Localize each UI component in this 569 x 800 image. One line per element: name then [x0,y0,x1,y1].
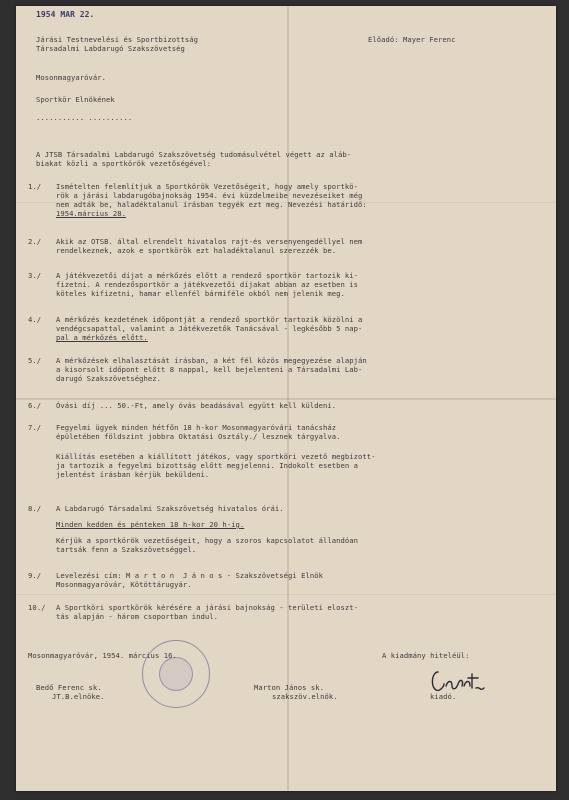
item-number: 1./ [28,182,42,191]
item-line: pal a mérkőzés előtt. [56,333,148,342]
item-number: 5./ [28,356,42,365]
intro-line-1: A JTSB Társadalmi Labdarugó Szakszövetség tudomásulvétel végett az aláb- [36,150,352,159]
item-line: nem adták be, haladéktalanul írásban tegyék ezt meg. Nevezési határidő: [56,200,367,209]
item-number: 8./ [28,504,42,513]
signer-1-title: JT.B.elnöke. [52,692,105,701]
org-line-1: Járási Testnevelési és Sportbizottság [36,35,198,44]
org-line-2: Társadalmi Labdarugó Szakszövetség [36,44,185,53]
item-line: rök a járási labdarugóbajnokság 1954. évi küzdelmeibe nevezéseiket még [56,191,363,200]
item-line: Akik az OTSB. által elrendelt hivatalos rajt-és versenyengedéllyel nem [56,237,363,246]
item-line: ja tartozik a fegyelmi bizottság előtt megjelenni. Indokolt esetben a [56,461,359,470]
item-number: 3./ [28,271,42,280]
item-line: tartsák fenn a Szakszövetséggel. [56,545,197,554]
city: Mosonmagyaróvár. [36,73,107,82]
certified-label: A kiadmány hiteléül: [382,651,470,660]
item-line: a kisorsolt időpont előtt 8 nappal, kell bejelenteni a Társadalmi Lab- [56,365,363,374]
item-line: Óvási díj ... 50.-Ft, amely óvás beadásával együtt kell küldeni. [56,401,337,410]
signer-2-title: szakszöv.elnök. [272,692,338,701]
fold-line-lower [16,594,556,595]
item-line: köteles kifizetni, hamar ellenfél bármiféle okból nem jelenik meg. [56,289,345,298]
item-line: Minden kedden és pénteken 18 h-kor 20 h-ig. [56,520,245,529]
signer-3-title: kiadó. [430,692,457,701]
item-line: A Sportköri sportkörök kérésére a járási bajnokság - területi eloszt- [56,603,359,612]
item-line: fizetni. A rendezősportkör a játékvezetői díjakat abban az esetben is [56,280,359,289]
item-line: Kérjük a sportkörök vezetőségeit, hogy a szoros kapcsolatot állandóan [56,536,359,545]
item-line: A mérkőzések elhalasztását írásban, a két fél közös megegyezése alapján [56,356,367,365]
item-line: épületében földszint jobbra Oktatási Osztály./ lesznek tárgyalva. [56,432,341,441]
item-line: A Labdarugó Társadalmi Szakszövetség hivatalos órái. [56,504,284,513]
item-line: jelentést írásban kérjük beküldeni. [56,470,210,479]
item-line: A mérkőzés kezdetének időpontját a rendező sportkör tartozik közölni a [56,315,363,324]
place-date: Mosonmagyaróvár, 1954. március 16. [28,651,177,660]
recipient: Sportkör Elnökének [36,95,115,104]
item-number: 2./ [28,237,42,246]
item-line-deadline: 1954.március 28. [56,209,127,218]
received-date-stamp: 1954 MAR 22. [36,10,95,19]
item-number: 9./ [28,571,42,580]
document-page [16,6,556,791]
intro-line-2: biakat közli a sportkörök vezetőségével: [36,159,212,168]
item-line: Mosonmagyaróvár, Kötöttárugyár. [56,580,192,589]
item-line: vendégcsapattal, valamint a Játékvezetők Tanácsával - legkésőbb 5 nap- [56,324,363,333]
item-line: Kiállítás esetében a kiállított játékos, vagy sportköri vezető megbízott- [56,452,376,461]
item-number: 4./ [28,315,42,324]
signer-1-name: Bedő Ferenc sk. [36,683,102,692]
item-line: darugó Szakszövetséghez. [56,374,162,383]
item-line: Ismételten felemlítjuk a Sportkörök Vezetőségeit, hogy amely sportkö- [56,182,359,191]
official-seal [142,640,210,708]
dotted-line: ........... .......... [36,113,133,122]
item-line: Fegyelmi ügyek minden hétfőn 18 h-kor Mosonmagyaróvári tanácsház [56,423,337,432]
item-line: A játékvezetői díjat a mérkőzés előtt a rendező sportkör tartozik ki- [56,271,359,280]
speaker: Előadó: Mayer Ferenc [368,35,456,44]
signer-2-name: Marton János sk. [254,683,325,692]
item-line: Levelezési cím: M a r t o n J á n o s - Szakszövetségi Elnök [56,571,324,580]
item-line: tás alapján - három csoportban indul. [56,612,218,621]
item-number: 10./ [28,603,46,612]
fold-line-horizontal [16,398,556,400]
item-number: 7./ [28,423,42,432]
item-line: rendelkeznek, azok e sportkörök ezt haladéktalanul szerezzék be. [56,246,337,255]
item-number: 6./ [28,401,42,410]
